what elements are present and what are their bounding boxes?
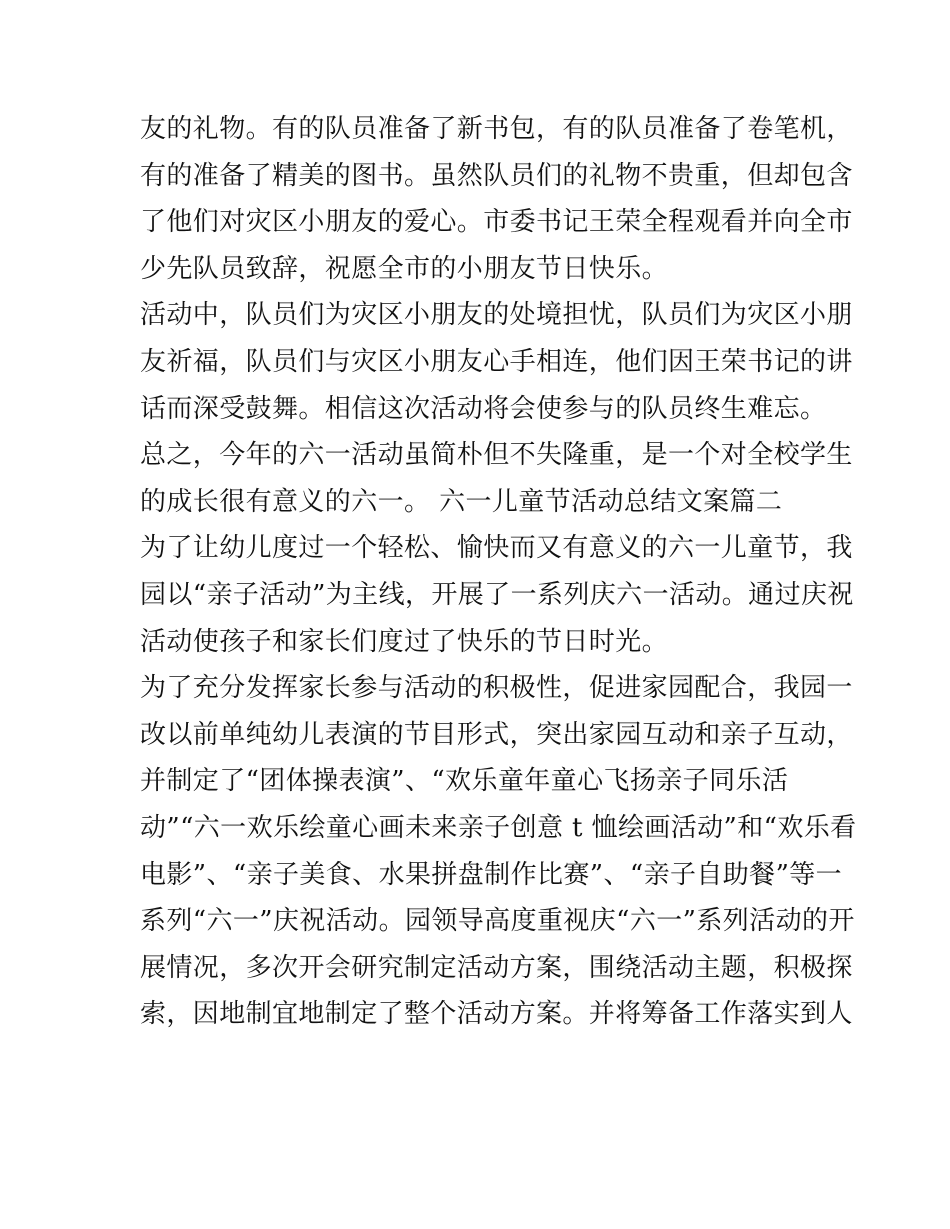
body-text	[140, 106, 857, 1038]
text-line: 为了让幼儿度过一个轻松、愉快而又有意义的六一儿童节，我	[140, 533, 853, 564]
text-line: 总之，今年的六一活动虽简朴但不失隆重，是一个对全校学生	[140, 440, 853, 471]
text-line: 活动使孩子和家长们度过了快乐的节日时光。	[140, 626, 669, 657]
text-line: 索，因地制宜地制定了整个活动方案。并将筹备工作落实到人	[140, 999, 853, 1030]
text-line: 的成长很有意义的六一。 六一儿童节活动总结文案篇二	[140, 486, 783, 517]
text-line: 活动中，队员们为灾区小朋友的处境担忧，队员们为灾区小朋	[140, 300, 853, 331]
text-line: 友的礼物。有的队员准备了新书包，有的队员准备了卷笔机，	[140, 114, 853, 144]
text-line: 系列“六一”庆祝活动。园领导高度重视庆“六一”系列活动的开	[140, 906, 855, 937]
text-line: 电影”、“亲子美食、水果拼盘制作比赛”、“亲子自助餐”等一	[140, 859, 843, 890]
text-line: 有的准备了精美的图书。虽然队员们的礼物不贵重，但却包含	[140, 160, 853, 191]
text-line: 了他们对灾区小朋友的爱心。市委书记王荣全程观看并向全市	[140, 207, 853, 238]
text-line: 园以“亲子活动”为主线，开展了一系列庆六一活动。通过庆祝	[140, 579, 854, 610]
text-line: 展情况，多次开会研究制定活动方案，围绕活动主题，积极探	[140, 952, 853, 983]
text-line: 动”“六一欢乐绘童心画未来亲子创意 t 恤绘画活动”和“欢乐看	[140, 812, 857, 843]
text-line: 并制定了“团体操表演”、“欢乐童年童心飞扬亲子同乐活	[140, 766, 789, 797]
text-line: 少先队员致辞，祝愿全市的小朋友节日快乐。	[140, 253, 669, 284]
text-line: 友祈福，队员们与灾区小朋友心手相连，他们因王荣书记的讲	[140, 346, 853, 377]
text-line: 为了充分发挥家长参与活动的积极性，促进家园配合，我园一	[140, 673, 853, 704]
text-line: 话而深受鼓舞。相信这次活动将会使参与的队员终生难忘。	[140, 393, 827, 424]
text-line: 改以前单纯幼儿表演的节目形式，突出家园互动和亲子互动，	[140, 719, 853, 750]
